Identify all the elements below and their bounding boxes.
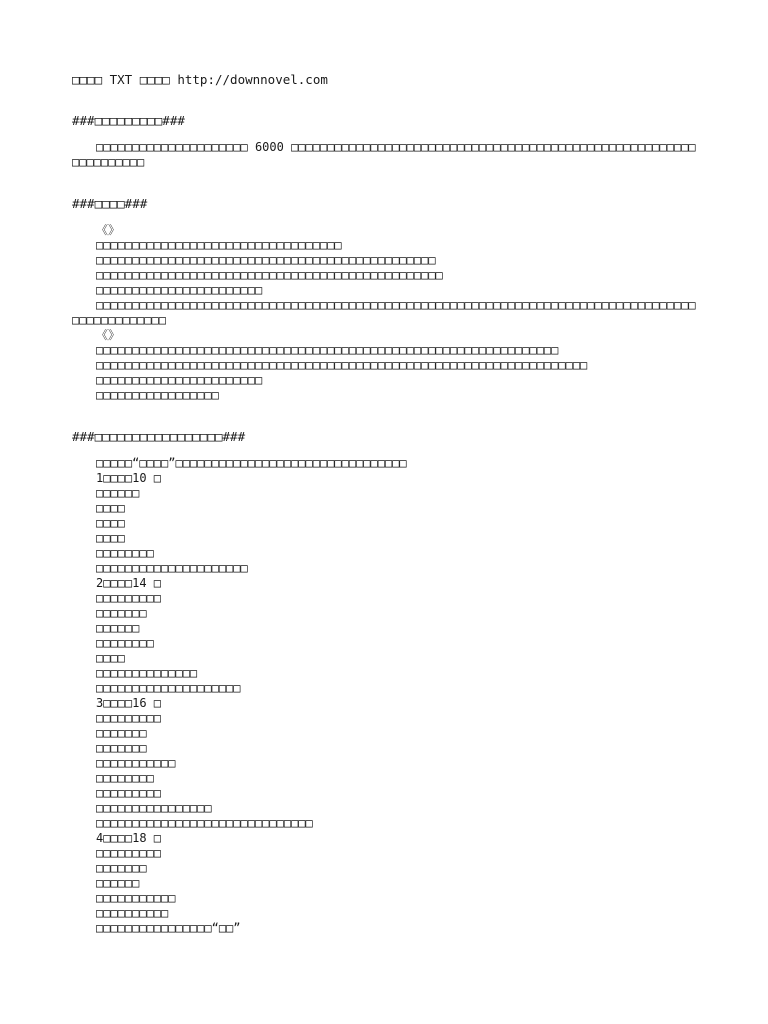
outline-line: □□□□□□□□□□□□□□□□“□□” [96,920,241,935]
outline-line: □□□□□□□□□□□ [96,755,176,770]
section-heading-notes: ###□□□□### [72,195,148,211]
outline-line: □□□□ [96,500,125,515]
outline-line: □□□□□□□□□□□□□□ [96,665,198,680]
section-heading-intro: ###□□□□□□□□□### [72,113,185,128]
outline-line: □□□□□□□□□□ [96,905,169,920]
outline-line: □□□□□□□ [96,605,147,620]
outline-line: 1□□□□10 □ [96,470,162,485]
outline-line: □□□□□“□□□□”□□□□□□□□□□□□□□□□□□□□□□□□□□□□□□□□ [96,455,407,470]
outline-line: □□□□□□□□ [96,770,154,785]
outline-line: □□□□ [96,530,125,545]
notes-line: □□□□□□□□□□□□□□□□□□□□□□□□□□□□□□□□□□□□□□□□□□□□□□□□ [96,267,443,282]
notes-line: □□□□□□□□□□□□□□□□□□□□□□□□□□□□□□□□□□□□□□□□□□□□□□□□□□□□□□□□□□□□□□□□□□□□ [96,357,588,372]
outline-line: □□□□□□□ [96,740,147,755]
notes-line: □□□□□□□□□□□□□□□□□ [96,387,219,402]
outline-line: □□□□□□□□□ [96,845,162,860]
outline-line: □□□□□□□□ [96,545,154,560]
notes-block [72,223,702,403]
section-heading-outline: ###□□□□□□□□□□□□□□□□□### [72,428,246,444]
outline-line: □□□□□□□□□□□□□□□□□□□□ [96,680,241,695]
notes-line: □□□□□□□□□□□□□□□□□□□□□□□ [96,372,263,387]
notes-line: □□□□□□□□□□□□□□□□□□□□□□□ [96,282,263,297]
notes-line: □□□□□□□□□□□□□□□□□□□□□□□□□□□□□□□□□□ [96,237,342,252]
notes-line: □□□□□□□□□□□□□□□□□□□□□□□□□□□□□□□□□□□□□□□□□□□□□□□ [96,252,436,267]
download-site-line: □□□□ TXT □□□□ http://downnovel.com [72,72,328,87]
outline-line: □□□□□□ [96,875,140,890]
outline-line: □□□□□□□ [96,725,147,740]
notes-line: □□□□□□□□□□□□□□□□□□□□□□□□□□□□□□□□□□□□□□□□□□□□□□□□□□□□□□□□□□□□□□□□ [96,342,559,357]
outline-block [72,456,702,936]
outline-line: □□□□ [96,515,125,530]
outline-line: 2□□□□14 □ [96,575,162,590]
outline-line: □□□□ [96,650,125,665]
intro-paragraph: □□□□□□□□□□□□□□□□□□□□□ 6000 □□□□□□□□□□□□□□□□□□□□□□□□□□□□□□□□□□□□□□□□□□□□□□□□□□□□□□□□□□□□□□□□□□ [72,140,696,169]
outline-line: □□□□□□□□□□□□□□□□ [96,800,212,815]
notes-line: 《》 [96,327,121,342]
outline-line: □□□□□□□□□ [96,590,162,605]
outline-line: □□□□□□□□□□□ [96,890,176,905]
document-page [72,72,702,936]
outline-line: □□□□□□□ [96,860,147,875]
outline-line: □□□□□□ [96,485,140,500]
outline-line: 4□□□□18 □ [96,830,162,845]
notes-line: □□□□□□□□□□□□□□□□□□□□□□□□□□□□□□□□□□□□□□□□□□□□□□□□□□□□□□□□□□□□□□□□□□□□□□□□□□□□□□□□□□□□□□□□□□□□□□□□ [72,297,696,327]
outline-line: □□□□□□□□□ [96,710,162,725]
notes-line: 《》 [96,222,121,237]
outline-line: □□□□□□□□□ [96,785,162,800]
outline-line: □□□□□□□□ [96,635,154,650]
outline-line: 3□□□□16 □ [96,695,162,710]
outline-line: □□□□□□□□□□□□□□□□□□□□□ [96,560,248,575]
outline-line: □□□□□□□□□□□□□□□□□□□□□□□□□□□□□□ [96,815,313,830]
outline-line: □□□□□□ [96,620,140,635]
